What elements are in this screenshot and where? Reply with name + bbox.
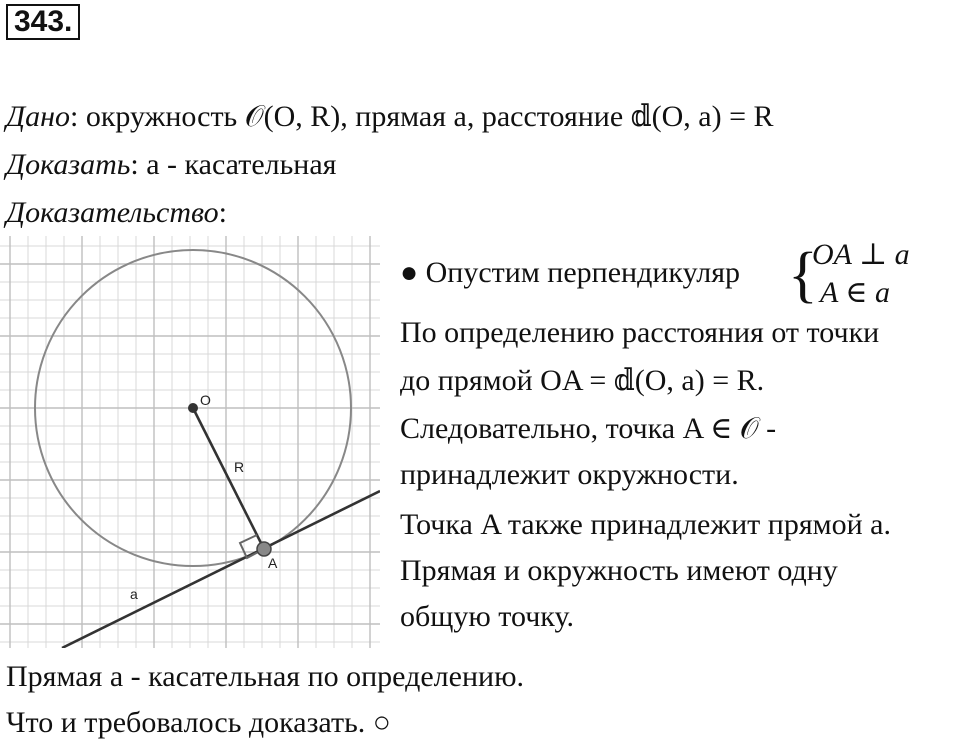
label-a-point: A xyxy=(268,555,278,571)
step-1: ● Опустим перпендикуляр xyxy=(400,256,741,289)
conclusion-line-2: Что и требовалось доказать. ○ xyxy=(6,706,391,739)
proof-label: Доказательство xyxy=(6,196,219,229)
system-brace: { xyxy=(788,241,818,309)
prove-line xyxy=(6,148,336,182)
label-r: R xyxy=(234,459,245,475)
label-a-line: a xyxy=(130,586,138,602)
system-line-1: OA ⊥ a xyxy=(812,238,910,271)
proof-line xyxy=(6,196,227,230)
given-label: Дано xyxy=(6,100,70,133)
proof-colon: : xyxy=(218,196,227,229)
point-o-dot xyxy=(188,403,198,413)
point-a-dot xyxy=(257,542,271,556)
step-8: общую точку. xyxy=(400,600,574,633)
step-5: принадлежит окружности. xyxy=(400,458,739,491)
step-4: Следовательно, точка A ∈ 𝒪 - xyxy=(400,412,777,445)
system-line-2: A ∈ a xyxy=(820,276,890,309)
given-text: : окружность 𝒪(O, R), прямая a, расстояние 𝕕(O, a) = R xyxy=(69,100,774,133)
prove-label: Доказать xyxy=(6,148,131,181)
step-3: до прямой OA = 𝕕(O, a) = R. xyxy=(400,364,765,397)
step-2: По определению расстояния от точки xyxy=(400,316,880,349)
step-7: Прямая и окружность имеют одну xyxy=(400,554,838,587)
radius-segment xyxy=(193,408,264,549)
prove-text: : a - касательная xyxy=(130,148,337,181)
conclusion-line-1: Прямая a - касательная по определению. xyxy=(6,660,524,693)
problem-number: 343. xyxy=(6,4,80,40)
given-line xyxy=(6,100,774,134)
label-o: O xyxy=(200,392,211,408)
step-6: Точка A также принадлежит прямой a. xyxy=(400,508,891,541)
geometry-diagram xyxy=(0,236,380,648)
